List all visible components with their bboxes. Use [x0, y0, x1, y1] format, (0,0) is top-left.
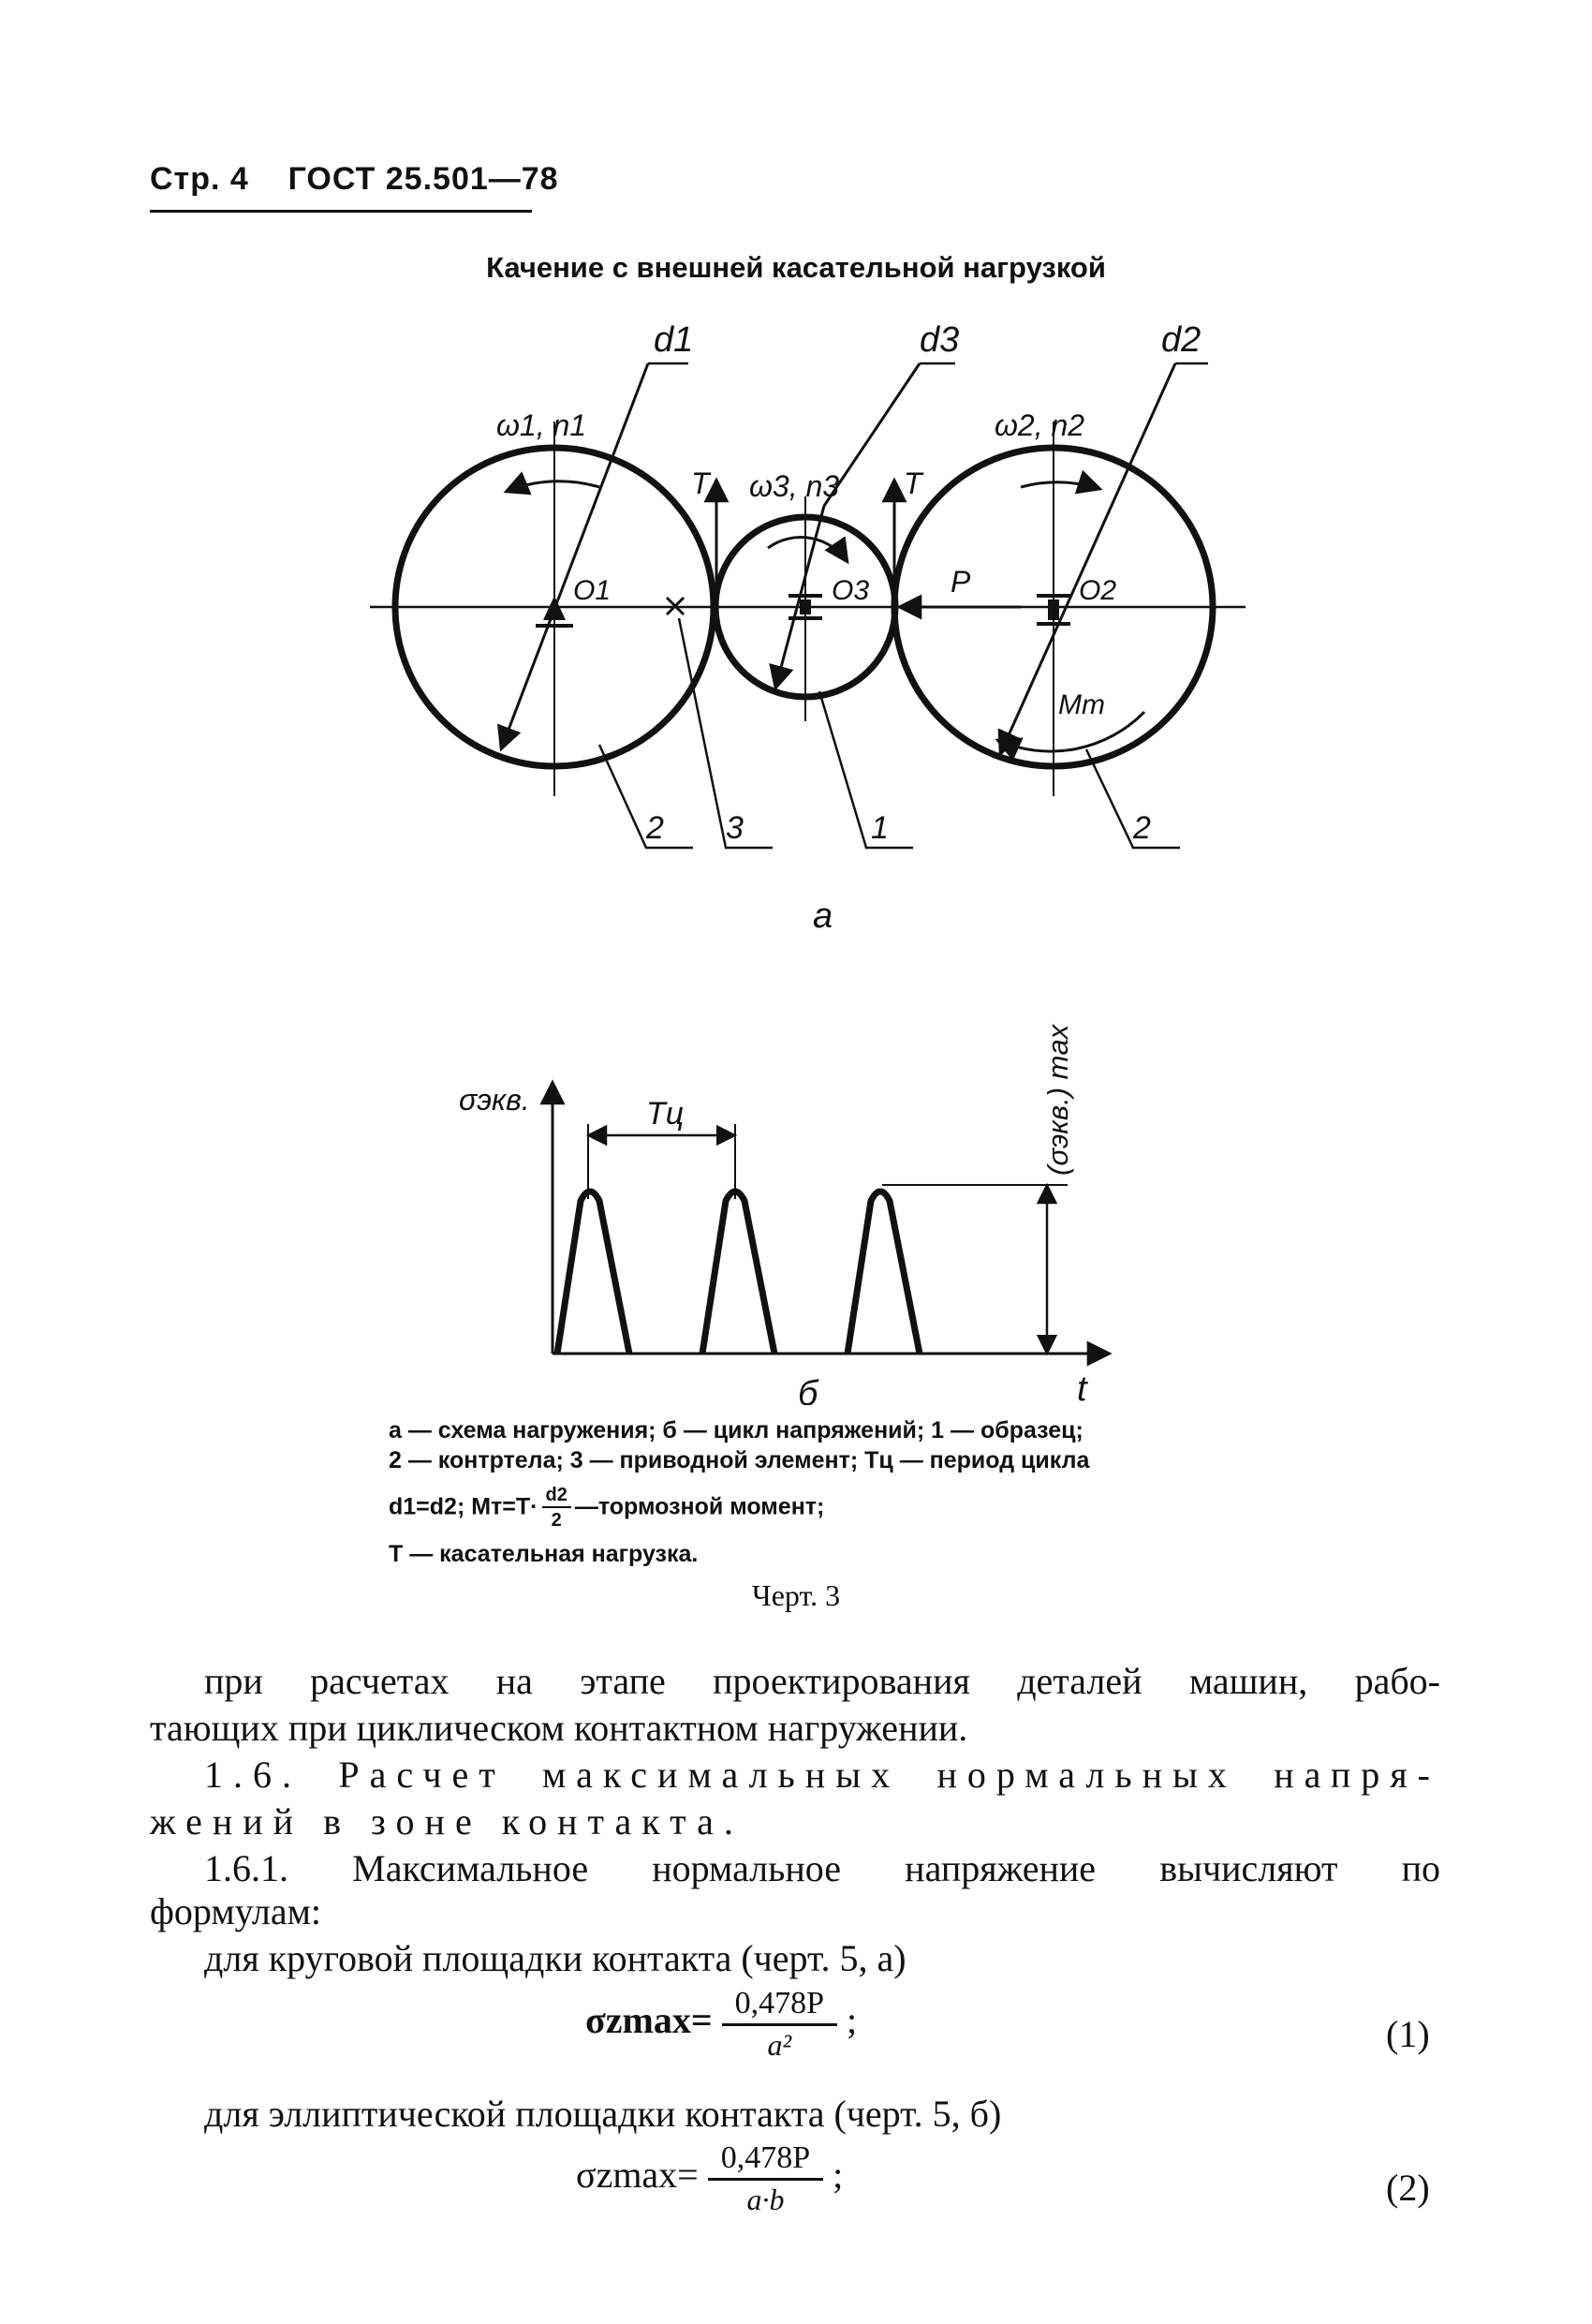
- formula-1-numerator: 0,478P: [722, 1986, 837, 2026]
- label-omega2: ω2, n2: [995, 408, 1085, 442]
- callout-1-leader: [819, 691, 913, 848]
- part-b-label: б: [798, 1374, 818, 1405]
- paragraph-line-1: при расчетах на этапе проектирования деталей машин, рабо-: [204, 1660, 1440, 1702]
- formula-1-number: (1): [1386, 2013, 1430, 2055]
- period-label: Tц: [646, 1096, 685, 1132]
- formula-1-lhs: σzmax=: [585, 1999, 713, 2042]
- y-axis-label: σэкв.: [459, 1083, 530, 1117]
- label-P: P: [951, 565, 971, 599]
- label-Mt: Mт: [1058, 689, 1105, 720]
- rotation-arrow-3: [768, 538, 848, 562]
- standard-code: ГОСТ 25.501—78: [287, 161, 559, 197]
- rotation-arrow-1: [506, 481, 599, 492]
- label-omega3: ω3, n3: [749, 469, 840, 503]
- label-T-right: T: [904, 466, 922, 500]
- formula-2-numerator: 0,478P: [708, 2140, 823, 2181]
- label-d3: d3: [920, 320, 960, 360]
- callout-3: 3: [726, 810, 744, 846]
- case-elliptical: для эллиптической площадки контакта (черт. 5, б): [204, 2093, 1002, 2135]
- rotation-arrow-2: [1021, 482, 1100, 489]
- label-O2: O2: [1079, 575, 1117, 606]
- x-axis-label: t: [1077, 1369, 1087, 1405]
- formula-2-number: (2): [1386, 2167, 1430, 2209]
- section-1-6-1-line-1: 1.6.1. Максимальное нормальное напряжение вычисляют по: [204, 1847, 1440, 1889]
- section-1-6-line-1: 1.6. Расчет максимальных нормальных напря-: [204, 1754, 1440, 1796]
- paragraph-line-2: тающих при циклическом контактном нагружении.: [150, 1707, 968, 1749]
- figure-title: Качение с внешней касательной нагрузкой: [486, 251, 1106, 284]
- caption-line-4: T — касательная нагрузка.: [389, 1541, 699, 1567]
- label-d1: d1: [654, 320, 694, 360]
- formula-2-lhs: σzmax=: [576, 2154, 699, 2197]
- callout-2-right: 2: [1133, 810, 1151, 846]
- stress-peaks: [557, 1192, 920, 1354]
- label-T-left: T: [691, 466, 710, 500]
- label-O1: O1: [573, 575, 612, 606]
- section-1-6-1-line-2: формулам:: [150, 1890, 322, 1932]
- formula-1-denominator: a²: [767, 2028, 792, 2062]
- stress-peak-3: [848, 1192, 920, 1354]
- max-stress-label: (σэкв.) max: [1041, 1024, 1074, 1176]
- caption-line-1: а — схема нагружения; б — цикл напряжений; 1 — образец;: [389, 1417, 1083, 1443]
- callout-1: 1: [871, 810, 889, 846]
- case-circular: для круговой площадки контакта (черт. 5, а): [204, 1937, 907, 1979]
- label-omega1: ω1, n1: [496, 408, 587, 442]
- label-O3: O3: [832, 575, 870, 606]
- callout-2-left: 2: [646, 810, 664, 846]
- formula-2: σzmax= $\frac{0,478P}{a\cdot b}$ ;: [576, 2140, 844, 2216]
- formula-2-denominator: a·b: [746, 2183, 785, 2216]
- section-1-6-line-2: жений в зоне контакта.: [150, 1800, 744, 1843]
- part-a-label: а: [813, 896, 833, 936]
- stress-peak-2: [702, 1192, 774, 1354]
- caption-line-2: 2 — контртела; 3 — приводной элемент; Tц — период цикла: [389, 1447, 1090, 1473]
- formula-1: σzmax= $\frac{0,478P}{\text{a²}}$ ;: [585, 1986, 858, 2062]
- stress-peak-1: [557, 1192, 629, 1354]
- page-label: Стр. 4: [150, 161, 249, 197]
- label-d2: d2: [1161, 320, 1201, 360]
- caption-line-3: d1=d2; Mт=T· $\frac{d2}{2}$ —тормозной момент;: [389, 1485, 825, 1531]
- figure-number: Черт. 3: [751, 1578, 841, 1612]
